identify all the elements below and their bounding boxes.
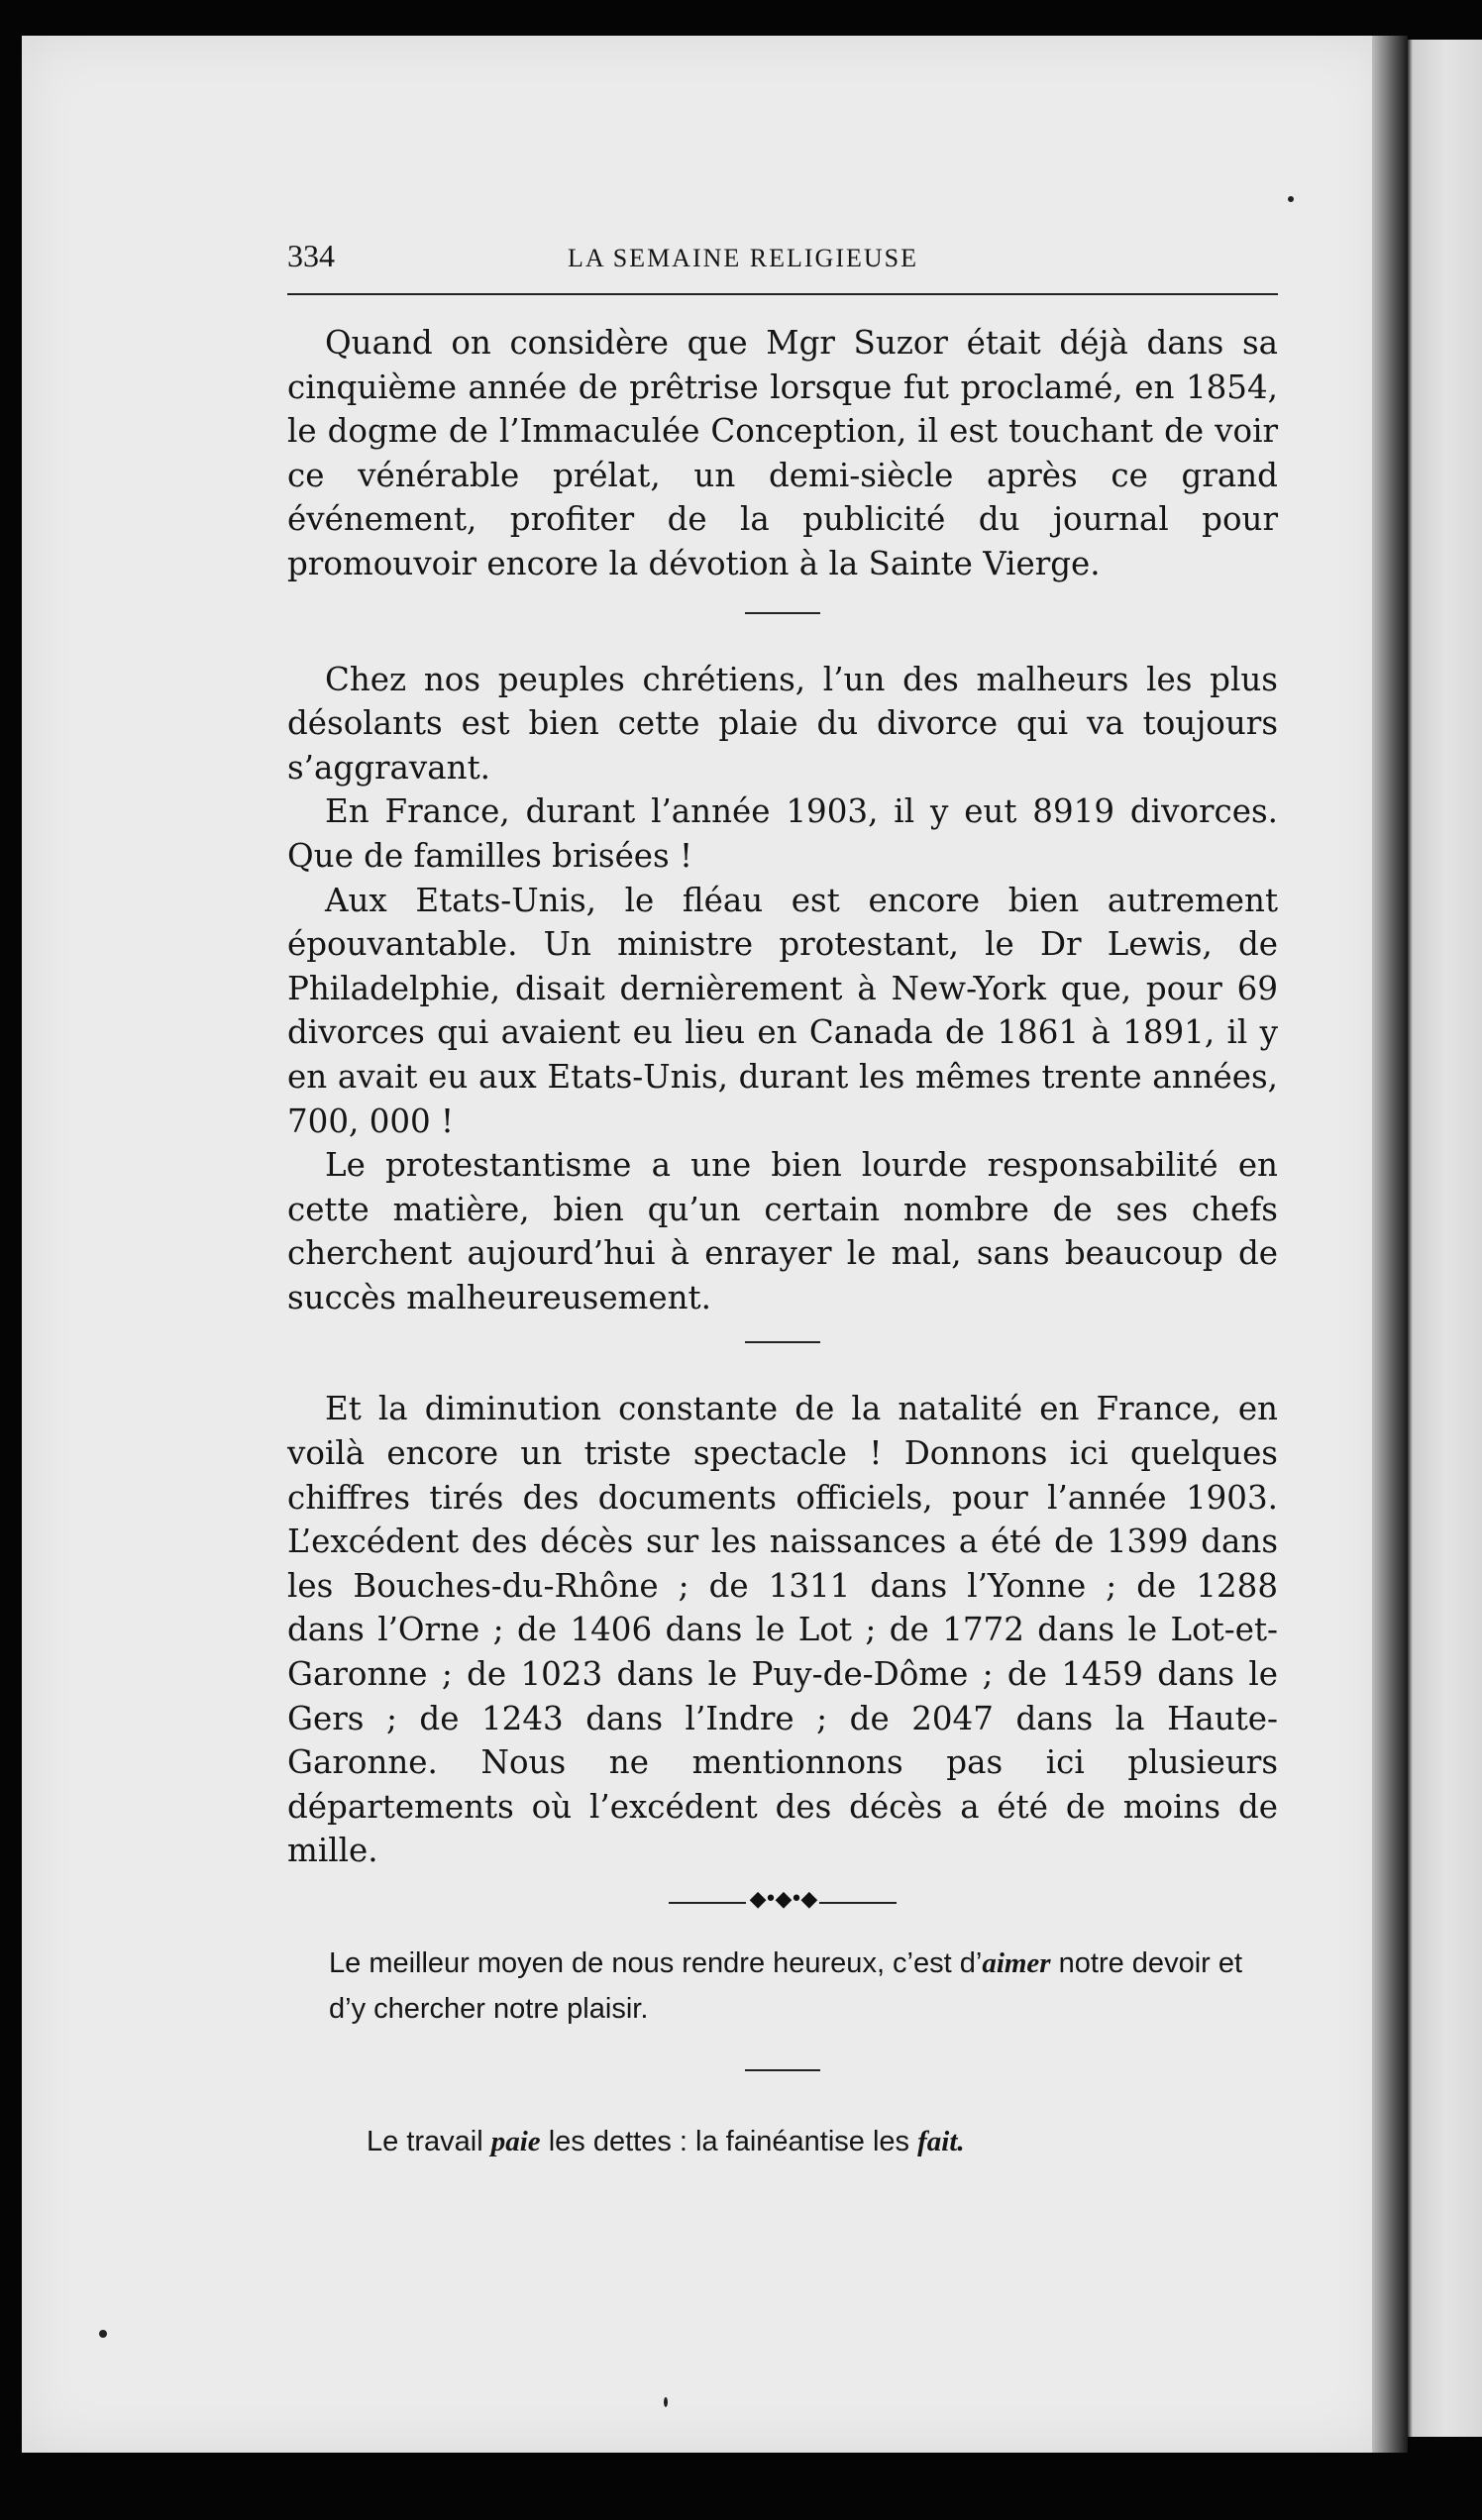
paragraph: Chez nos peuples chrétiens, l’un des malheurs les plus désolants est bien cette plaie du divorce qui va toujours s’aggravant.: [287, 660, 1278, 787]
scan-speck: [1288, 196, 1294, 202]
section-rule: [745, 1341, 820, 1343]
section-divorce: [287, 658, 1278, 1320]
ornamental-divider: [669, 1887, 897, 1913]
ornament-line-right: [819, 1902, 897, 1904]
paragraph: Quand on considère que Mgr Suzor était déjà dans sa cinquième année de prêtrise lorsque fut proclamé, en 1854, le dogme de l’Immaculée Conception, il est touchant de voir ce vénérable prélat, un demi-siècle après ce grand événement, profiter de la publicité du journal pour promouvoir encore la dévotion à la Sainte Vierge.: [287, 324, 1278, 582]
maxim-emphasis: paie: [490, 2126, 541, 2157]
maxim-emphasis: fait.: [917, 2126, 965, 2157]
maxim-text: Le travail: [367, 2126, 491, 2157]
running-title: LA SEMAINE RELIGIEUSE: [568, 244, 918, 272]
page-number: 334: [287, 238, 335, 273]
scan-speck: [664, 2397, 668, 2407]
maxim-text: Le meilleur moyen de nous rendre heureux, c’est d’: [329, 1947, 983, 1979]
maxim-emphasis: aimer: [982, 1947, 1051, 1979]
paragraph: En France, durant l’année 1903, il y eut 8919 divorces. Que de familles brisées !: [287, 792, 1278, 875]
section-rule: [745, 612, 820, 614]
maxim-text: notre devoir et d’y chercher notre plaisir.: [329, 1947, 1243, 2025]
section-rule: [745, 2069, 820, 2071]
ornament-line-left: [669, 1902, 746, 1904]
paragraph: Aux Etats-Unis, le fléau est encore bien autrement épouvantable. Un ministre protestant, le Dr Lewis, de Philadelphie, disait dernièrement à New-York que, pour 69 divorces qui avaient eu lieu en Canada de 1861 à 1891, il y en avait eu aux Etats-Unis, durant les mêmes trente années, 700, 000 !: [287, 881, 1278, 1140]
gutter-shadow: [1372, 36, 1408, 2453]
page-content: [287, 238, 1278, 2164]
section-natalite: [287, 1387, 1278, 1873]
scan-speck: [99, 2330, 107, 2338]
maxim-devoir: [287, 1941, 1278, 2032]
paragraph: Le protestantisme a une bien lourde responsabilité en cette matière, bien qu’un certain nombre de ses chefs cherchent aujourd’hui à enrayer le mal, sans beaucoup de succès malheureusement.: [287, 1146, 1278, 1316]
maxim-text: les dettes : la fainéantise les: [540, 2126, 918, 2157]
running-head: [287, 238, 1278, 295]
next-page-edge: [1407, 40, 1482, 2437]
section-suzor: [287, 321, 1278, 586]
maxim-travail: [287, 2119, 1278, 2164]
ornament-glyph: ◆•◆•◆: [749, 1887, 816, 1912]
paragraph: Et la diminution constante de la natalité en France, en voilà encore un triste spectacle ! Donnons ici quelques chiffres tirés des documents officiels, pour l’année 1903. L’excédent des décès sur les naissances a été de 1399 dans les Bouches-du-Rhône ; de 1311 dans l’Yonne ; de 1288 dans l’Orne ; de 1406 dans le Lot ; de 1772 dans le Lot-et-Garonne ; de 1023 dans le Puy-de-Dôme ; de 1459 dans le Gers ; de 1243 dans l’Indre ; de 2047 dans la Haute-Garonne. Nous ne mentionnons pas ici plusieurs départements où l’excédent des décès a été de moins de mille.: [287, 1390, 1278, 1870]
